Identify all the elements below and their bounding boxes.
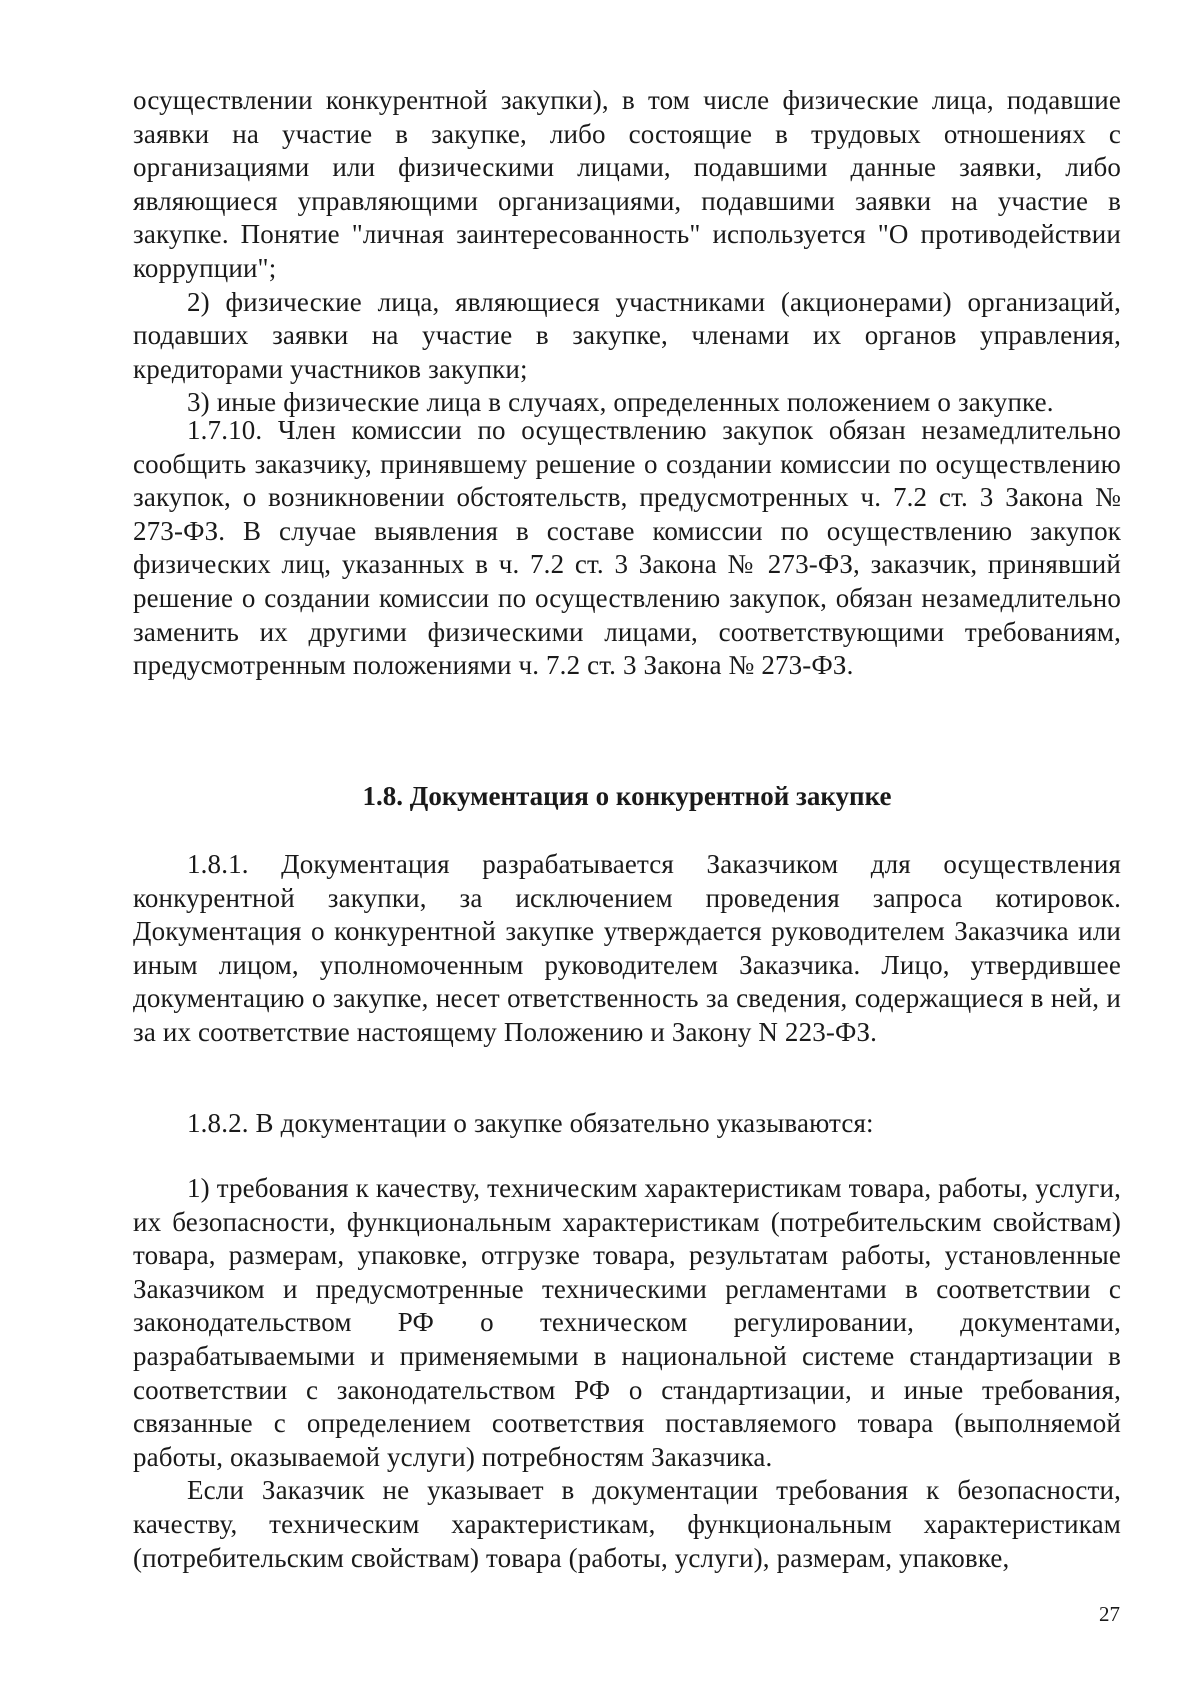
- page-number: 27: [1099, 1602, 1120, 1626]
- list-item-3: 3) иные физические лица в случаях, определенных положением о закупке.: [187, 387, 1054, 418]
- section-1-7-10-block: [133, 414, 1121, 683]
- paragraph-intro-block: [133, 84, 1121, 420]
- paragraph-1-8-1: 1.8.1. Документация разрабатывается Заказчиком для осуществления конкурентной закупки, за исключением проведения запроса котировок. Документация о конкурентной закупке утверждается руководителем Заказчика или иным лицом, уполномоченным руководителем Заказчика. Лицо, утвердившее документацию о закупке, несет ответственность за сведения, содержащиеся в ней, и за их соответствие настоящему Положению и Закону N 223-ФЗ.: [133, 849, 1121, 1047]
- section-1-8-1-block: [133, 848, 1121, 1050]
- paragraph-1-8-2: 1.8.2. В документации о закупке обязательно указываются:: [187, 1108, 874, 1138]
- requirement-item-1: 1) требования к качеству, техническим характеристикам товара, работы, услуги, их безопасности, функциональным характеристикам (потребительским свойствам) товара, размерам, упаковке, отгрузке товара, результатам работы, установленные Заказчиком и предусмотренные техническими регламентами в соответствии с законодательством РФ о техническом регулировании, документами, разрабатываемыми и применяемыми в национальной системе стандартизации в соответствии с законодательством РФ о стандартизации, и иные требования, связанные с определением соответствия поставляемого товара (выполняемой работы, оказываемой услуги) потребностям Заказчика.: [133, 1173, 1121, 1472]
- section-heading-1-8: 1.8. Документация о конкурентной закупке: [362, 781, 892, 811]
- paragraph-intro: осуществлении конкурентной закупки), в том числе физические лица, подавшие заявки на участие в закупке, либо состоящие в трудовых отношениях с организациями или физическими лицами, подавшими данные заявки, либо являющиеся управляющими организациями, подавшими заявки на участие в закупке. Понятие "личная заинтересованность" используется "О противодействии коррупции";: [133, 85, 1121, 283]
- list-item-2: 2) физические лица, являющиеся участниками (акционерами) организаций, подавших заявки на участие в закупке, членами их органов управления, кредиторами участников закупки;: [133, 286, 1121, 384]
- section-1-8-2-block: [133, 1107, 1121, 1141]
- paragraph-if-customer: Если Заказчик не указывает в документации требования к безопасности, качеству, техническим характеристикам, функциональным характеристикам (потребительским свойствам) товара (работы, услуги), размерам, упаковке,: [133, 1475, 1121, 1573]
- paragraph-1-7-10: 1.7.10. Член комиссии по осуществлению закупок обязан незамедлительно сообщить заказчику, принявшему решение о создании комиссии по осуществлению закупок, о возникновении обстоятельств, предусмотренных ч. 7.2 ст. 3 Закона № 273-ФЗ. В случае выявления в составе комиссии по осуществлению закупок физических лиц, указанных в ч. 7.2 ст. 3 Закона № 273-ФЗ, заказчик, принявший решение о создании комиссии по осуществлению закупок, обязан незамедлительно заменить их другими физическими лицами, соответствующими требованиям, предусмотренным положениями ч. 7.2 ст. 3 Закона № 273-ФЗ.: [133, 415, 1121, 681]
- requirements-block: [133, 1172, 1121, 1575]
